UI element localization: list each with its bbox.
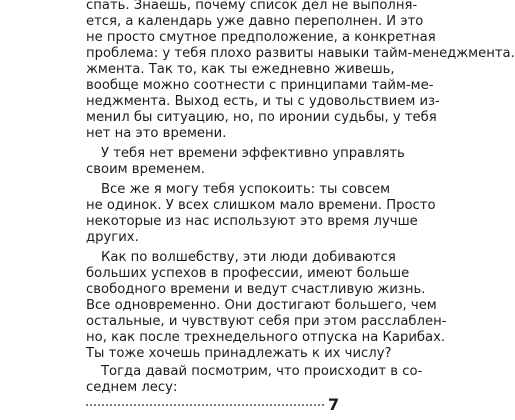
text-line: не просто смутное предположение, а конкретная [86, 30, 436, 45]
text-line: Все же я могу тебя успокоить: ты совсем [101, 182, 391, 197]
page-number: 7 [328, 395, 340, 414]
text-line: Как по волшебству, эти люди добиваются [101, 250, 396, 265]
text-line: спать. Знаешь, почему список дел не выполня- [86, 0, 418, 13]
text-line: вообще можно соотнести с принципами тайм-ме- [86, 78, 434, 93]
text-line: ется, а календарь уже давно переполнен. И это [86, 14, 424, 29]
text-line: нет на это времени. [86, 126, 227, 141]
text-line: жмента. Так то, как ты ежедневно живешь, [86, 62, 395, 77]
text-line: не одинок. У всех слишком мало времени. Просто [86, 198, 436, 213]
text-line: седнем лесу: [86, 380, 178, 395]
text-line: других. [86, 230, 139, 245]
text-line: Ты тоже хочешь принадлежать к их числу? [86, 346, 392, 361]
text-line: менил бы ситуацию, но, по иронии судьбы, у тебя [86, 110, 437, 125]
footer-dotted-rule [86, 404, 324, 406]
text-line: свободного времени и ведут счастливую жизнь. [86, 282, 426, 297]
text-line: некоторые из нас используют это время лучше [86, 214, 418, 229]
text-line: остальные, и чувствуют себя при этом расслаблен- [86, 314, 447, 329]
text-line: своим временем. [86, 162, 205, 177]
text-line: Все одновременно. Они достигают большего, чем [86, 298, 437, 313]
text-line: У тебя нет времени эффективно управлять [101, 146, 405, 161]
text-line: проблема: у тебя плохо развиты навыки тайм-менеджмента. [86, 46, 515, 61]
text-line: Тогда давай посмотрим, что происходит в со- [101, 364, 423, 379]
text-line: больших успехов в профессии, имеют больше [86, 266, 410, 281]
text-line: но, как после трехнедельного отпуска на Карибах. [86, 330, 446, 345]
text-line: неджмента. Выход есть, и ты с удовольствием из- [86, 94, 440, 109]
